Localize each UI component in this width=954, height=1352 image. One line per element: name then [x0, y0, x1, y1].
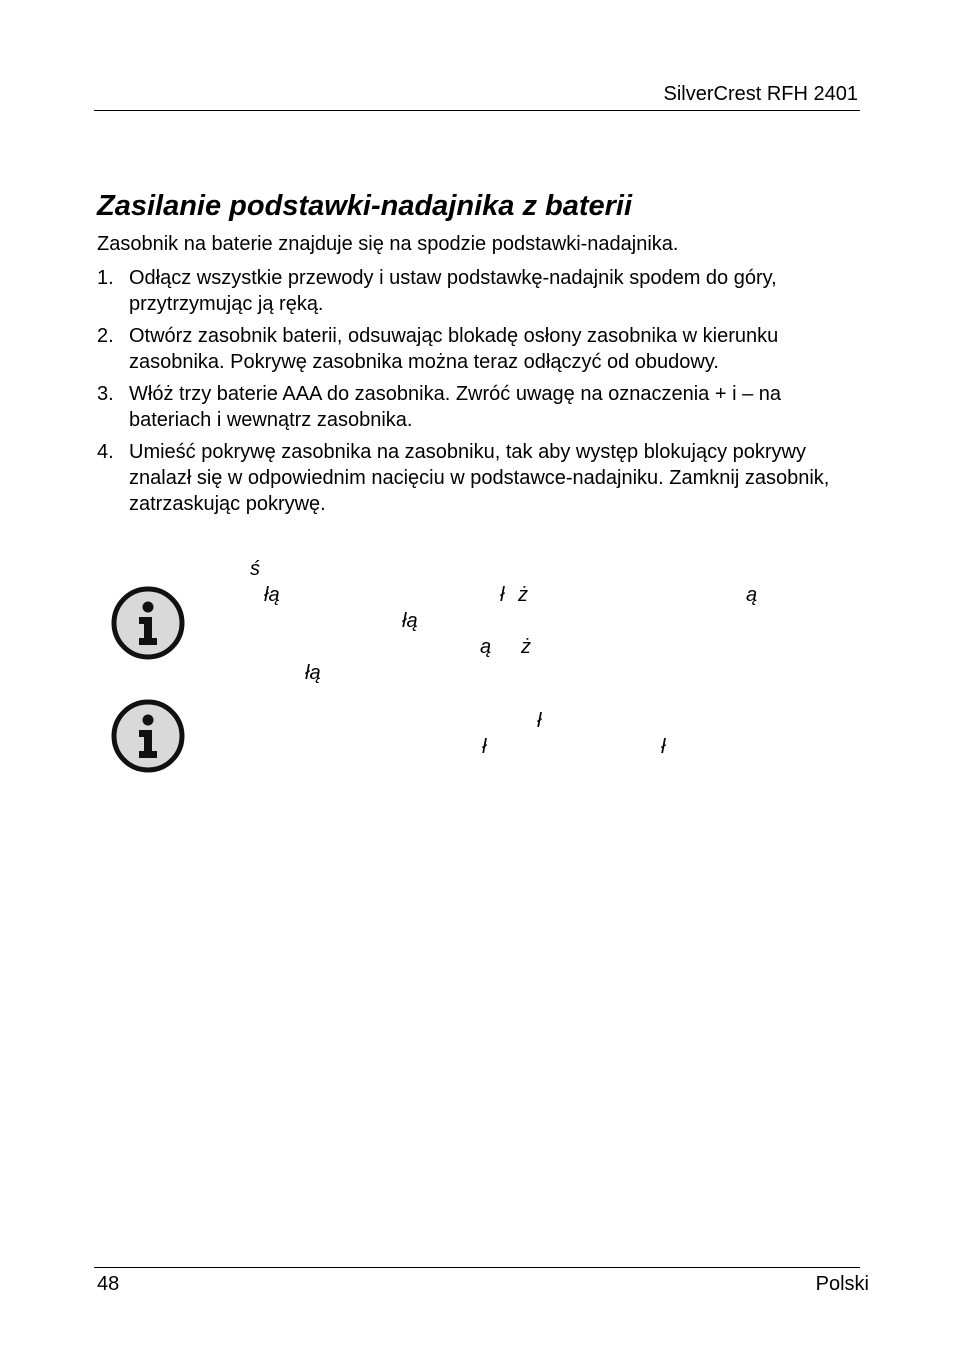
- steps-list: [97, 265, 857, 523]
- step-number: 4.: [97, 441, 114, 463]
- step-text: Odłącz wszystkie przewody i ustaw podstawkę-nadajnik spodem do góry, przytrzymując ją ręką.: [129, 267, 777, 315]
- info-icon: [110, 585, 186, 661]
- step-number: 1.: [97, 267, 114, 289]
- note-fragment: ż: [521, 636, 531, 658]
- intro-paragraph: Zasobnik na baterie znajduje się na spodzie podstawki-nadajnika.: [97, 233, 679, 255]
- step-item: [97, 381, 857, 433]
- page-number: 48: [97, 1273, 120, 1295]
- step-item: [97, 323, 857, 375]
- section-title: Zasilanie podstawki-nadajnika z baterii: [97, 190, 633, 222]
- step-item: [97, 439, 857, 517]
- step-number: 2.: [97, 325, 114, 347]
- step-text: Umieść pokrywę zasobnika na zasobniku, tak aby występ blokujący pokrywy znalazł się w odpowiednim nacięciu w podstawce-nadajniku. Zamknij zasobnik, zatrzaskując pokrywę.: [129, 441, 830, 515]
- note-fragment: ł: [482, 736, 487, 758]
- step-text: Włóż trzy baterie AAA do zasobnika. Zwróć uwagę na oznaczenia + i – na bateriach i wewnątrz zasobnika.: [129, 383, 782, 431]
- note-fragment: ą: [480, 636, 492, 658]
- footer-language: Polski: [815, 1273, 869, 1295]
- step-item: [97, 265, 857, 317]
- header-product: SilverCrest RFH 2401: [663, 83, 858, 105]
- note-fragment: łą: [402, 610, 418, 632]
- note-fragment: ł: [661, 736, 666, 758]
- info-icon: [110, 698, 186, 774]
- step-number: 3.: [97, 383, 114, 405]
- note-fragment: łą: [305, 662, 321, 684]
- note-fragment: ś: [250, 558, 260, 580]
- header-rule: [94, 110, 860, 111]
- note-fragment: ą: [746, 584, 758, 606]
- note-fragment: ł: [537, 710, 542, 732]
- note-fragment: ł: [500, 584, 505, 606]
- footer-rule: [94, 1267, 860, 1268]
- note-fragment: łą: [264, 584, 280, 606]
- note-fragment: ż: [518, 584, 528, 606]
- step-text: Otwórz zasobnik baterii, odsuwając blokadę osłony zasobnika w kierunku zasobnika. Pokrywę zasobnika można teraz odłączyć od obudowy.: [129, 325, 779, 373]
